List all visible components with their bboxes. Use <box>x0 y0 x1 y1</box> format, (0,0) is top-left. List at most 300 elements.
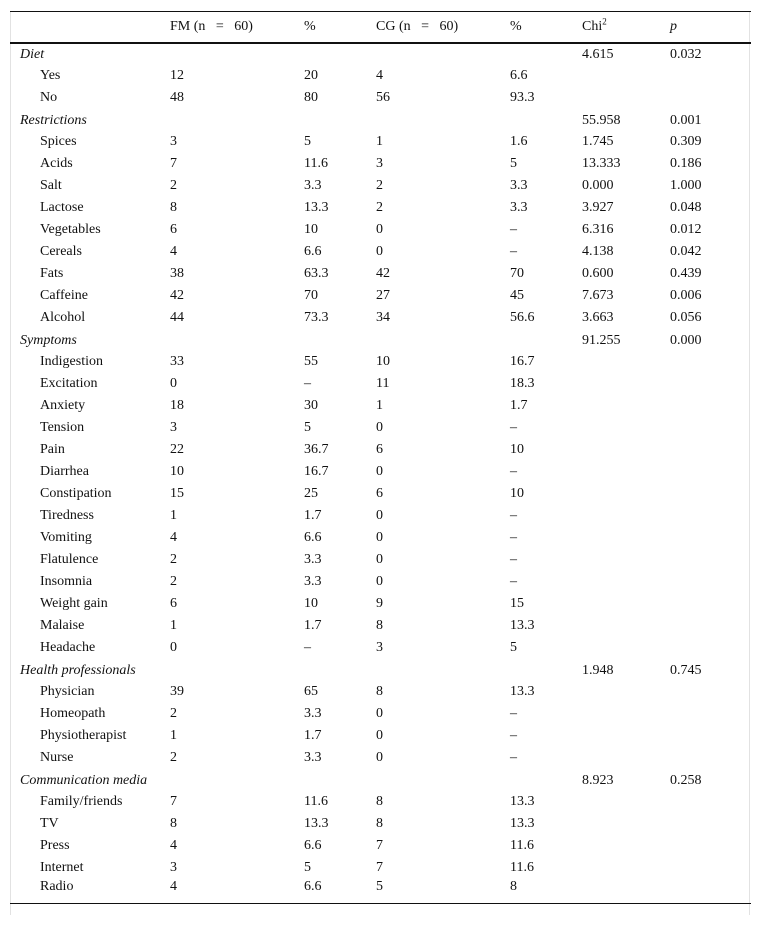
row-label: Yes <box>40 67 61 83</box>
table-row <box>10 681 751 703</box>
row-label: Acids <box>40 155 73 171</box>
row-label: Indigestion <box>40 353 103 369</box>
cell-chi2 <box>582 483 670 505</box>
row-label: No <box>40 89 58 105</box>
row-label: Flatulence <box>40 551 99 567</box>
cell-cg: 7 <box>376 837 383 853</box>
table-row <box>10 131 751 153</box>
cell-fm: 15 <box>170 485 184 501</box>
section-chi2: 91.255 <box>582 332 621 348</box>
cell-fm-pct: 11.6 <box>304 793 328 809</box>
cell-cg: 9 <box>376 595 383 611</box>
row-label: Insomnia <box>40 573 93 589</box>
cell-cg: 8 <box>376 815 383 831</box>
cell-fm-pct: 6.6 <box>304 879 376 904</box>
cell-fm: 6 <box>170 221 177 237</box>
row-label: Fats <box>40 265 64 281</box>
cell-empty <box>170 109 304 131</box>
table-row <box>10 703 751 725</box>
cell-cg: 0 <box>376 463 383 479</box>
cell-p: 1.000 <box>670 177 702 193</box>
cell-chi2 <box>582 615 670 637</box>
cell-empty <box>376 43 510 65</box>
cell-cg: 3 <box>376 155 383 171</box>
cell-fm-pct: 36.7 <box>304 441 329 457</box>
cell-chi2: 4.138 <box>582 243 614 259</box>
cell-chi2 <box>582 571 670 593</box>
cell-fm: 0 <box>170 375 177 391</box>
cell-chi2 <box>582 87 670 109</box>
cell-cg: 4 <box>376 67 383 83</box>
cell-p <box>670 747 751 769</box>
row-label: Vegetables <box>40 221 101 237</box>
table-row <box>10 527 751 549</box>
cell-fm: 3 <box>170 133 177 149</box>
row-label: Spices <box>40 133 77 149</box>
cell-chi2 <box>582 835 670 857</box>
cell-p <box>670 417 751 439</box>
cell-chi2 <box>582 395 670 417</box>
cell-chi2: 7.673 <box>582 287 614 303</box>
table-row <box>10 813 751 835</box>
table-row <box>10 285 751 307</box>
cell-cg-pct: – <box>510 573 517 589</box>
cell-p <box>670 461 751 483</box>
cell-cg-pct: 11.6 <box>510 837 534 853</box>
cell-cg-pct: 10 <box>510 485 524 501</box>
table-row <box>10 747 751 769</box>
cell-chi2 <box>582 857 670 879</box>
cell-cg-pct: 70 <box>510 265 524 281</box>
cell-cg: 8 <box>376 617 383 633</box>
cell-cg-pct: 3.3 <box>510 177 528 193</box>
cell-p <box>670 351 751 373</box>
cell-empty <box>510 769 582 791</box>
cell-cg: 11 <box>376 375 390 391</box>
table-row <box>10 65 751 87</box>
cell-cg-pct: 5 <box>510 639 517 655</box>
section-p: 0.032 <box>670 47 702 62</box>
table-row <box>10 417 751 439</box>
cell-p <box>670 395 751 417</box>
cell-empty <box>510 43 582 65</box>
row-label: Constipation <box>40 485 112 501</box>
cell-chi2 <box>582 527 670 549</box>
cell-p <box>670 87 751 109</box>
cell-fm-pct: 73.3 <box>304 309 329 325</box>
cell-p <box>670 835 751 857</box>
cell-fm-pct: – <box>304 375 311 391</box>
table-row <box>10 197 751 219</box>
cell-fm: 0 <box>170 639 177 655</box>
row-label: Anxiety <box>40 397 86 413</box>
cell-empty <box>304 769 376 791</box>
cell-p <box>670 593 751 615</box>
cell-cg: 10 <box>376 353 390 369</box>
cell-fm-pct: 13.3 <box>304 815 329 831</box>
cell-chi2 <box>582 879 670 904</box>
row-label: Radio <box>10 879 170 904</box>
cell-p: 0.012 <box>670 221 702 237</box>
table-row <box>10 307 751 329</box>
table-row <box>10 791 751 813</box>
row-label: Diarrhea <box>40 463 89 479</box>
cell-cg-pct: 13.3 <box>510 815 535 831</box>
cell-chi2: 13.333 <box>582 155 621 171</box>
cell-fm-pct: 55 <box>304 353 318 369</box>
cell-fm-pct: 5 <box>304 859 311 875</box>
cell-cg: 6 <box>376 441 383 457</box>
cell-fm-pct: 6.6 <box>304 529 322 545</box>
cell-cg: 0 <box>376 507 383 523</box>
header-cg-pct: % <box>510 12 582 43</box>
row-label: Homeopath <box>40 705 106 721</box>
row-label: Malaise <box>40 617 85 633</box>
cell-empty <box>376 769 510 791</box>
cell-fm: 4 <box>170 837 177 853</box>
cell-p <box>670 637 751 659</box>
cell-chi2 <box>582 461 670 483</box>
section-p: 0.745 <box>670 662 702 678</box>
cell-empty <box>170 43 304 65</box>
header-row <box>10 12 751 43</box>
cell-chi2: 0.000 <box>582 177 614 193</box>
cell-cg: 0 <box>376 419 383 435</box>
row-label: Salt <box>40 177 62 193</box>
cell-cg: 8 <box>376 683 383 699</box>
cell-cg-pct: – <box>510 727 517 743</box>
cell-fm: 39 <box>170 683 184 699</box>
cell-fm-pct: 11.6 <box>304 155 328 171</box>
cell-fm: 12 <box>170 67 184 83</box>
table-row <box>10 87 751 109</box>
cell-fm-pct: 16.7 <box>304 463 329 479</box>
cell-fm: 8 <box>170 199 177 215</box>
cell-empty <box>170 769 304 791</box>
cell-cg-pct: – <box>510 463 517 479</box>
cell-p: 0.309 <box>670 133 702 149</box>
cell-fm: 48 <box>170 89 184 105</box>
cell-cg-pct: 3.3 <box>510 199 528 215</box>
header-p: p <box>670 12 751 43</box>
cell-p: 0.056 <box>670 309 702 325</box>
cell-fm: 4 <box>170 879 304 904</box>
cell-p <box>670 615 751 637</box>
cell-cg: 0 <box>376 243 383 259</box>
cell-p <box>670 725 751 747</box>
cell-chi2 <box>582 813 670 835</box>
cell-fm-pct: 30 <box>304 397 318 413</box>
cell-chi2 <box>582 505 670 527</box>
cell-chi2 <box>582 549 670 571</box>
header-fm-pct: % <box>304 12 376 43</box>
cell-fm-pct: 3.3 <box>304 749 322 765</box>
cell-fm: 10 <box>170 463 184 479</box>
cell-fm: 1 <box>170 727 177 743</box>
cell-p <box>670 527 751 549</box>
section-chi2: 8.923 <box>582 772 614 788</box>
cell-cg: 56 <box>376 89 390 105</box>
cell-fm-pct: 1.7 <box>304 617 322 633</box>
cell-fm-pct: 1.7 <box>304 507 322 523</box>
section-chi2: 1.948 <box>582 662 614 678</box>
table-row <box>10 571 751 593</box>
cell-chi2: 3.663 <box>582 309 614 325</box>
cell-p <box>670 373 751 395</box>
section-title: Health professionals <box>20 662 136 678</box>
cell-empty <box>376 659 510 681</box>
cell-cg-pct: – <box>510 243 517 259</box>
cell-chi2 <box>582 791 670 813</box>
cell-cg-pct: 6.6 <box>510 67 528 83</box>
cell-p <box>670 813 751 835</box>
cell-fm: 18 <box>170 397 184 413</box>
cell-cg-pct: – <box>510 529 517 545</box>
cell-fm: 2 <box>170 705 177 721</box>
cell-p <box>670 681 751 703</box>
section-title: Diet <box>20 47 45 62</box>
cell-cg: 0 <box>376 705 383 721</box>
cell-cg-pct: – <box>510 705 517 721</box>
cell-cg-pct: 1.6 <box>510 133 528 149</box>
cell-cg: 0 <box>376 749 383 765</box>
cell-empty <box>170 329 304 351</box>
row-label: TV <box>40 815 59 831</box>
cell-fm: 7 <box>170 155 177 171</box>
cell-cg-pct: 45 <box>510 287 524 303</box>
cell-p <box>670 483 751 505</box>
cell-cg: 42 <box>376 265 390 281</box>
table-row <box>10 637 751 659</box>
cell-empty <box>510 109 582 131</box>
cell-cg: 1 <box>376 397 383 413</box>
header-blank <box>10 12 170 43</box>
row-label: Tension <box>40 419 85 435</box>
row-label: Weight gain <box>40 595 108 611</box>
cell-empty <box>304 109 376 131</box>
cell-fm-pct: 6.6 <box>304 243 322 259</box>
table-body <box>10 43 751 904</box>
cell-fm-pct: 70 <box>304 287 318 303</box>
cell-fm-pct: 63.3 <box>304 265 329 281</box>
cell-empty <box>376 109 510 131</box>
cell-fm-pct: 1.7 <box>304 727 322 743</box>
cell-fm: 3 <box>170 859 177 875</box>
cell-fm: 2 <box>170 749 177 765</box>
cell-fm: 2 <box>170 177 177 193</box>
row-label: Caffeine <box>40 287 88 303</box>
cell-fm-pct: 65 <box>304 683 318 699</box>
cell-p <box>670 571 751 593</box>
cell-chi2 <box>582 65 670 87</box>
cell-p: 0.439 <box>670 265 702 281</box>
row-label: Press <box>40 837 70 853</box>
section-p: 0.001 <box>670 112 702 128</box>
cell-cg: 0 <box>376 551 383 567</box>
table-row <box>10 395 751 417</box>
cell-fm-pct: 5 <box>304 133 311 149</box>
cell-fm: 42 <box>170 287 184 303</box>
table-row <box>10 153 751 175</box>
row-label: Nurse <box>40 749 74 765</box>
cell-fm-pct: 3.3 <box>304 177 322 193</box>
cell-cg-pct: 11.6 <box>510 859 534 875</box>
section-row <box>10 109 751 131</box>
row-label: Family/friends <box>40 793 123 809</box>
cell-empty <box>510 659 582 681</box>
cell-empty <box>376 329 510 351</box>
cell-fm: 7 <box>170 793 177 809</box>
cell-empty <box>304 659 376 681</box>
cell-chi2 <box>582 637 670 659</box>
row-label: Pain <box>40 441 65 457</box>
section-p: 0.258 <box>670 772 702 788</box>
cell-cg: 2 <box>376 177 383 193</box>
cell-fm: 3 <box>170 419 177 435</box>
cell-cg-pct: 1.7 <box>510 397 528 413</box>
row-label: Physiotherapist <box>40 727 127 743</box>
cell-fm-pct: 3.3 <box>304 705 322 721</box>
cell-cg: 0 <box>376 529 383 545</box>
section-row <box>10 769 751 791</box>
cell-fm: 33 <box>170 353 184 369</box>
section-p: 0.000 <box>670 332 702 348</box>
cell-empty <box>304 43 376 65</box>
cell-chi2: 6.316 <box>582 221 614 237</box>
row-label: Lactose <box>40 199 84 215</box>
cell-fm: 1 <box>170 617 177 633</box>
cell-p <box>670 549 751 571</box>
cell-fm-pct: – <box>304 639 311 655</box>
cell-fm-pct: 10 <box>304 595 318 611</box>
cell-fm-pct: 5 <box>304 419 311 435</box>
cell-cg-pct: – <box>510 221 517 237</box>
section-row <box>10 329 751 351</box>
row-label: Cereals <box>40 243 82 259</box>
cell-p <box>670 857 751 879</box>
cell-fm: 22 <box>170 441 184 457</box>
cell-fm: 6 <box>170 595 177 611</box>
cell-chi2 <box>582 373 670 395</box>
cell-cg-pct: 56.6 <box>510 309 535 325</box>
cell-fm-pct: 10 <box>304 221 318 237</box>
table-row <box>10 835 751 857</box>
cell-fm: 2 <box>170 551 177 567</box>
cell-cg: 6 <box>376 485 383 501</box>
cell-p: 0.048 <box>670 199 702 215</box>
cell-fm: 38 <box>170 265 184 281</box>
cell-cg: 0 <box>376 221 383 237</box>
cell-cg-pct: – <box>510 507 517 523</box>
table-row <box>10 549 751 571</box>
cell-cg: 7 <box>376 859 383 875</box>
section-row <box>10 43 751 65</box>
cell-cg: 1 <box>376 133 383 149</box>
header-cg: CG (n = 60) <box>376 12 510 43</box>
table-row <box>10 439 751 461</box>
cell-chi2: 3.927 <box>582 199 614 215</box>
cell-fm-pct: 3.3 <box>304 573 322 589</box>
cell-empty <box>510 329 582 351</box>
cell-cg-pct: 8 <box>510 879 582 904</box>
cell-p <box>670 65 751 87</box>
cell-fm: 4 <box>170 529 177 545</box>
row-label: Excitation <box>40 375 98 391</box>
section-row <box>10 659 751 681</box>
cell-p <box>670 703 751 725</box>
table-row <box>10 241 751 263</box>
table-row <box>10 593 751 615</box>
table-row <box>10 725 751 747</box>
cell-chi2 <box>582 593 670 615</box>
row-label: Alcohol <box>40 309 86 325</box>
cell-empty <box>304 329 376 351</box>
table-row <box>10 483 751 505</box>
row-label: Tiredness <box>40 507 94 523</box>
cell-cg-pct: – <box>510 419 517 435</box>
cell-p <box>670 439 751 461</box>
cell-fm: 8 <box>170 815 177 831</box>
cell-chi2 <box>582 351 670 373</box>
cell-cg: 0 <box>376 727 383 743</box>
row-label: Physician <box>40 683 95 699</box>
cell-cg-pct: 13.3 <box>510 793 535 809</box>
cell-fm: 2 <box>170 573 177 589</box>
cell-cg-pct: – <box>510 551 517 567</box>
cell-chi2 <box>582 439 670 461</box>
cell-p: 0.006 <box>670 287 702 303</box>
cell-fm: 44 <box>170 309 184 325</box>
cell-p <box>670 791 751 813</box>
cell-cg-pct: 18.3 <box>510 375 535 391</box>
cell-chi2 <box>582 417 670 439</box>
cell-fm-pct: 13.3 <box>304 199 329 215</box>
table-row <box>10 263 751 285</box>
cell-fm: 4 <box>170 243 177 259</box>
cell-chi2 <box>582 725 670 747</box>
cell-cg: 2 <box>376 199 383 215</box>
cell-chi2 <box>582 747 670 769</box>
table-row <box>10 857 751 879</box>
section-chi2: 4.615 <box>582 47 614 62</box>
cell-cg-pct: 93.3 <box>510 89 535 105</box>
cell-cg: 3 <box>376 639 383 655</box>
header-fm: FM (n = 60) <box>170 12 304 43</box>
cell-chi2 <box>582 681 670 703</box>
cell-cg-pct: 15 <box>510 595 524 611</box>
cell-empty <box>170 659 304 681</box>
table-row <box>10 373 751 395</box>
row-label: Vomiting <box>40 529 92 545</box>
cell-fm-pct: 3.3 <box>304 551 322 567</box>
header-chi2 <box>582 12 670 43</box>
table-row <box>10 461 751 483</box>
cell-cg-pct: 10 <box>510 441 524 457</box>
section-title: Communication media <box>20 772 148 788</box>
section-chi2: 55.958 <box>582 112 621 128</box>
cell-cg: 34 <box>376 309 390 325</box>
table-row <box>10 175 751 197</box>
cell-fm-pct: 25 <box>304 485 318 501</box>
header-chi-superscript: 2 <box>602 16 607 27</box>
section-title: Symptoms <box>20 332 77 348</box>
cell-cg-pct: – <box>510 749 517 765</box>
table-row <box>10 505 751 527</box>
table-row <box>10 351 751 373</box>
cell-p: 0.186 <box>670 155 702 171</box>
cell-p <box>670 879 751 904</box>
header-chi-label: Chi <box>582 18 603 34</box>
